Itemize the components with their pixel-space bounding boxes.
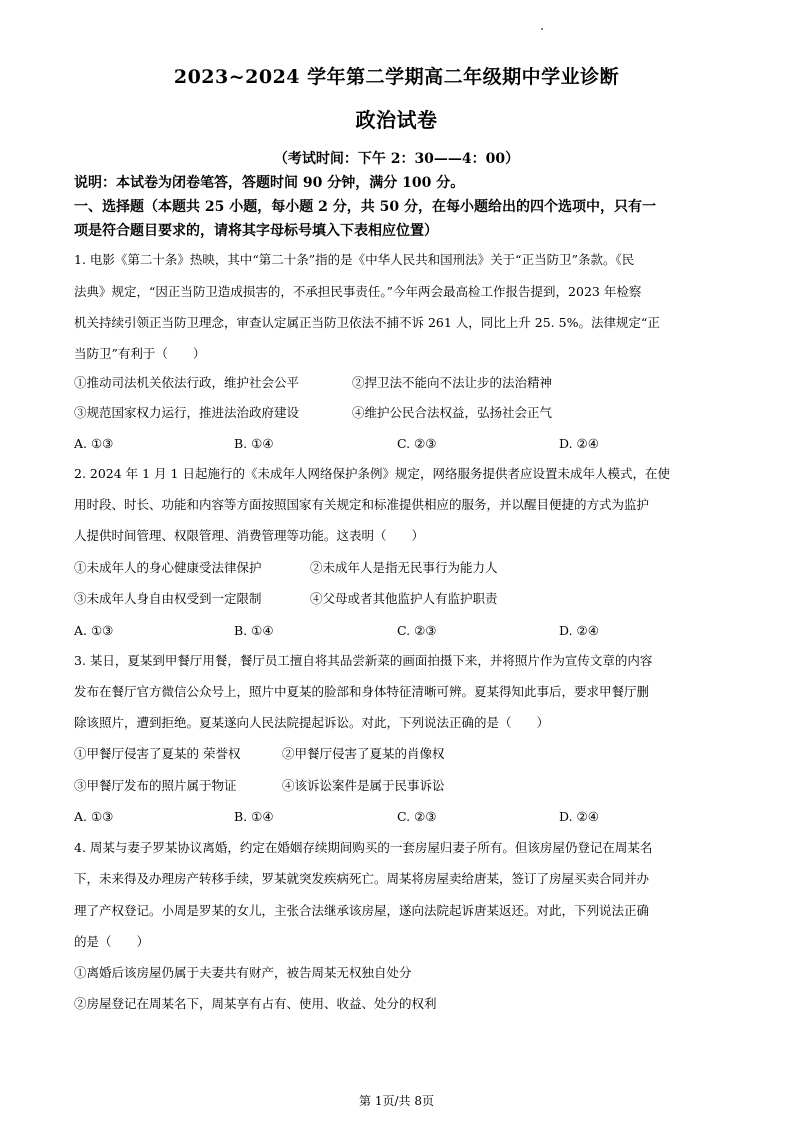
section-heading-line: 一、选择题（本题共 25 小题，每小题 2 分，共 50 分，在每小题给出的四个选项中，只有一: [74, 199, 656, 215]
q2-line: 2. 2024 年 1 月 1 日起施行的《未成年人网络保护条例》规定，网络服务提供者应设置未成年人模式，在使: [74, 466, 670, 481]
q1-option-a[interactable]: A. ①③: [74, 436, 114, 451]
q2-option-b[interactable]: B. ①④: [234, 623, 274, 638]
instructions: 说明：本试卷为闭卷笔答，答题时间 90 分钟，满分 100 分。: [74, 175, 465, 191]
q1-option-d[interactable]: D. ②④: [559, 436, 599, 451]
q3-statement: ④该诉讼案件是属于民事诉讼: [282, 778, 445, 793]
q1-line: 1. 电影《第二十条》热映，其中“第二十条”指的是《中华人民共和国刑法》关于“正当防卫”条款。《民: [74, 252, 635, 267]
q1-line: 法典》规定，“因正当防卫造成损害的，不承担民事责任。”今年两会最高检工作报告提到，2023 年检察: [74, 284, 642, 299]
page-number: 第 1页/共 8页: [359, 1094, 434, 1108]
q2-option-a[interactable]: A. ①③: [74, 623, 114, 638]
q3-statement: ①甲餐厅侵害了夏某的 荣誉权: [74, 746, 241, 761]
section-heading: [74, 195, 724, 243]
q1-statement: ②捍卫法不能向不法让步的法治精神: [352, 375, 553, 390]
q1-statement: ①推动司法机关依法行政，维护社会公平: [74, 375, 300, 390]
q4-line: 4. 周某与妻子罗某协议离婚，约定在婚姻存续期间购买的一套房屋归妻子所有。但该房屋仍登记在周某名: [74, 840, 653, 855]
q2-line: 人提供时间管理、权限管理、消费管理等功能。这表明（ ）: [74, 528, 425, 543]
q3-option-b[interactable]: B. ①④: [234, 809, 274, 824]
q4-line: 的是（ ）: [74, 934, 150, 949]
q3-option-c[interactable]: C. ②③: [397, 809, 437, 824]
q1-line: 机关持续引领正当防卫理念，审查认定属正当防卫依法不捕不诉 261 人，同比上升 25. 5%。法律规定“正: [74, 315, 660, 330]
exam-time: （考试时间：下午 2：30——4：00）: [273, 151, 520, 167]
q2-statement: ②未成年人是指无民事行为能力人: [310, 560, 498, 575]
section-heading-line: 项是符合题目要求的，请将其字母标号填入下表相应位置）: [74, 223, 438, 239]
q4-line: 理了产权登记。小周是罗某的女儿，主张合法继承该房屋，遂向法院起诉唐某返还。对此，下列说法正确: [74, 903, 650, 918]
q2-option-c[interactable]: C. ②③: [397, 623, 437, 638]
q2-option-d[interactable]: D. ②④: [559, 623, 599, 638]
q1-option-b[interactable]: B. ①④: [234, 436, 274, 451]
q4-statement: ②房屋登记在周某名下，周某享有占有、使用、收益、处分的权利: [74, 996, 437, 1011]
q3-option-a[interactable]: A. ①③: [74, 809, 114, 824]
q2-statement: ①未成年人的身心健康受法律保护: [74, 560, 262, 575]
q2-statement: ④父母或者其他监护人有监护职责: [310, 591, 498, 606]
q3-statement: ③甲餐厅发布的照片属于物证: [74, 778, 237, 793]
q4-line: 下，未来得及办理房产转移手续，罗某就突发疾病死亡。周某将房屋卖给唐某，签订了房屋买卖合同并办: [74, 871, 650, 886]
scan-dot: [541, 28, 543, 30]
q2-statement: ③未成年人身自由权受到一定限制: [74, 591, 262, 606]
q3-option-d[interactable]: D. ②④: [559, 809, 599, 824]
q1-option-c[interactable]: C. ②③: [397, 436, 437, 451]
q1-statement: ③规范国家权力运行，推进法治政府建设: [74, 405, 300, 420]
q4-statement: ①离婚后该房屋仍属于夫妻共有财产，被告周某无权独自处分: [74, 965, 412, 980]
subject-title: 政治试卷: [355, 108, 438, 132]
q3-line: 发布在餐厅官方微信公众号上，照片中夏某的脸部和身体特征清晰可辨。夏某得知此事后，要求甲餐厅删: [74, 684, 650, 699]
q1-line: 当防卫”有利于（ ）: [74, 346, 206, 361]
q3-line: 除该照片，遭到拒绝。夏某遂向人民法院提起诉讼。对此，下列说法正确的是（ ）: [74, 715, 550, 730]
q3-line: 3. 某日，夏某到甲餐厅用餐，餐厅员工擅自将其品尝新菜的画面拍摄下来，并将照片作为宣传文章的内容: [74, 653, 653, 668]
q3-statement: ②甲餐厅侵害了夏某的肖像权: [282, 746, 445, 761]
q2-line: 用时段、时长、功能和内容等方面按照国家有关规定和标准提供相应的服务，并以醒目便捷的方式为监护: [74, 497, 650, 512]
exam-title: 2023~2024 学年第二学期高二年级期中学业诊断: [173, 66, 620, 88]
q1-statement: ④维护公民合法权益，弘扬社会正气: [352, 405, 553, 420]
